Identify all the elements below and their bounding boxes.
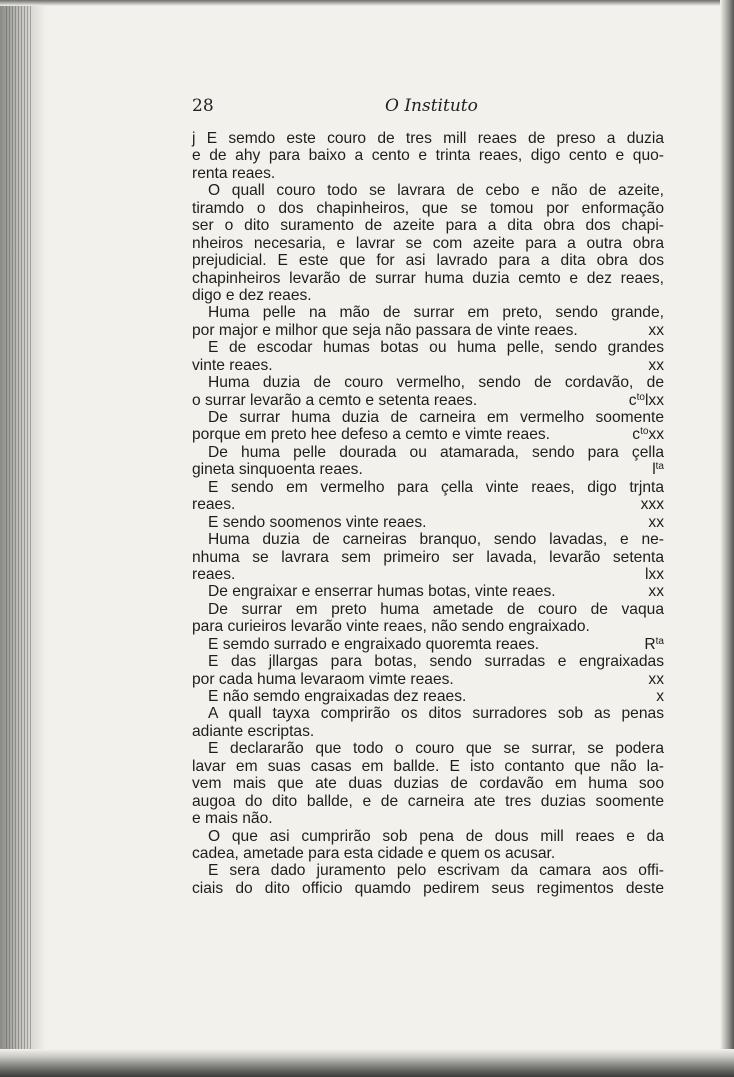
text-line: chapinheiros levarão de surrar huma duzia cemto e dez reaes,: [192, 269, 664, 287]
price-line: [192, 461, 664, 478]
price-text: por cada huma levaraom vimte reaes.: [192, 670, 454, 688]
price-text: reaes.: [192, 496, 236, 514]
price-line: [192, 636, 664, 653]
text-line: para curieiros levarão vinte reaes, não sendo engraixado.: [192, 618, 590, 636]
text-line: Huma pelle na mão de surrar em preto, sendo grande,: [208, 304, 664, 322]
price-line: [192, 566, 664, 583]
price-value: lxx: [644, 565, 664, 583]
price-text: E sendo soomenos vinte reaes.: [208, 513, 427, 531]
bottom-edge: [0, 1049, 734, 1077]
price-value: xx: [648, 356, 664, 374]
price-value: xx: [648, 670, 664, 688]
text-line: O que asi cumprirão sob pena de dous mill reaes e da: [208, 827, 664, 845]
text-line: augoa do dito ballde, e de carneira ate tres duzias soomente: [192, 792, 664, 810]
text-line: A quall tayxa comprirão os ditos surradores sob as penas: [208, 705, 664, 723]
text-line: tiramdo o dos chapinheiros, que se tomou por enformação: [192, 199, 664, 217]
price-line: [192, 671, 664, 688]
text-line: digo e dez reaes.: [192, 286, 312, 304]
price-line: [192, 583, 664, 600]
text-line: renta reaes.: [192, 164, 276, 182]
text-line: ser o dito suramento de azeite para a dita obra dos chapi-: [192, 217, 664, 235]
body-text: [192, 130, 664, 897]
price-value: $l^{ta}$: [652, 461, 664, 479]
text-line: e de ahy para baixo a cento e trinta reaes, digo cento e quo-: [192, 147, 664, 165]
price-line: [192, 514, 664, 531]
price-value: $R^{ta}$: [644, 635, 664, 653]
text-line: vem mais que ate duas duzias de cordavão em huma soo: [192, 775, 664, 793]
text-line: j E semdo este couro de tres mill reaes de preso a duzia: [192, 130, 664, 147]
price-text: por major e milhor que seja não passara de vinte reaes.: [192, 321, 578, 339]
text-line: E de escodar humas botas ou huma pelle, sendo grandes: [208, 339, 664, 357]
page-header: [192, 96, 662, 118]
text-line: De surrar em preto huma ametade de couro de vaqua: [208, 600, 664, 618]
price-line: [192, 322, 664, 339]
price-value: xxx: [640, 496, 664, 514]
price-value: $c^{to}lxx$: [628, 391, 664, 409]
price-line: [192, 357, 664, 374]
price-line: [192, 392, 664, 409]
text-line: Huma duzia de carneiras branquo, sendo lavadas, e ne-: [208, 531, 664, 549]
text-line: E sera dado juramento pelo escrivam da camara aos offi-: [208, 862, 664, 880]
text-line: O quall couro todo se lavrara de cebo e não de azeite,: [208, 182, 664, 200]
text-line: De surrar huma duzia de carneira em vermelho soomente: [208, 409, 664, 426]
price-value: xx: [648, 583, 664, 601]
price-line: [192, 426, 664, 443]
price-text: reaes.: [192, 565, 236, 583]
right-edge: [720, 0, 734, 1077]
running-title: O Instituto: [385, 96, 478, 116]
price-line: [192, 496, 664, 513]
text-line: nhuma se lavrara sem primeiro ser lavada, levarão setenta: [192, 548, 664, 566]
top-edge: [0, 0, 734, 6]
text-line: E sendo em vermelho para çella vinte reaes, digo trjnta: [208, 478, 664, 496]
page-number: 28: [192, 96, 214, 116]
text-line: nheiros necesaria, e lavrar se com azeite para a outra obra: [192, 234, 664, 252]
text-line: cadea, ametade para esta cidade e quem os acusar.: [192, 844, 556, 862]
price-value: xx: [648, 321, 664, 339]
text-line: E das jllargas para botas, sendo surradas e engraixadas: [208, 653, 664, 671]
text-line: ciais do dito officio quamdo pedirem seus regimentos deste: [192, 879, 664, 897]
text-line: Huma duzia de couro vermelho, sendo de cordavão, de: [208, 374, 664, 392]
price-text: E semdo surrado e engraixado quoremta reaes.: [208, 635, 540, 653]
text-line: E declararão que todo o couro que se surrar, se podera: [208, 740, 664, 758]
price-text: De engraixar e enserrar humas botas, vinte reaes.: [208, 583, 556, 601]
price-value: xx: [648, 513, 664, 531]
price-value: x: [656, 688, 664, 705]
text-line: De huma pelle dourada ou atamarada, sendo para çella: [208, 443, 664, 461]
price-value: $c^{to}xx$: [632, 426, 664, 444]
binding-edge: [0, 0, 46, 1077]
text-line: e mais não.: [192, 810, 273, 828]
text-line: adiante escriptas.: [192, 722, 315, 740]
price-line: [192, 688, 664, 705]
text-line: lavar em suas casas em ballde. E isto contanto que não la-: [192, 757, 664, 775]
price-text: E não semdo engraixadas dez reaes.: [208, 688, 467, 705]
price-text: o surrar levarão a cemto e setenta reaes.: [192, 391, 478, 409]
price-text: vinte reaes.: [192, 356, 273, 374]
price-text: gineta sinquoenta reaes.: [192, 461, 363, 479]
price-text: porque em preto hee defeso a cemto e vimte reaes.: [192, 426, 550, 444]
text-line: prejudicial. E este que for asi lavrado para a dita obra dos: [192, 252, 664, 270]
